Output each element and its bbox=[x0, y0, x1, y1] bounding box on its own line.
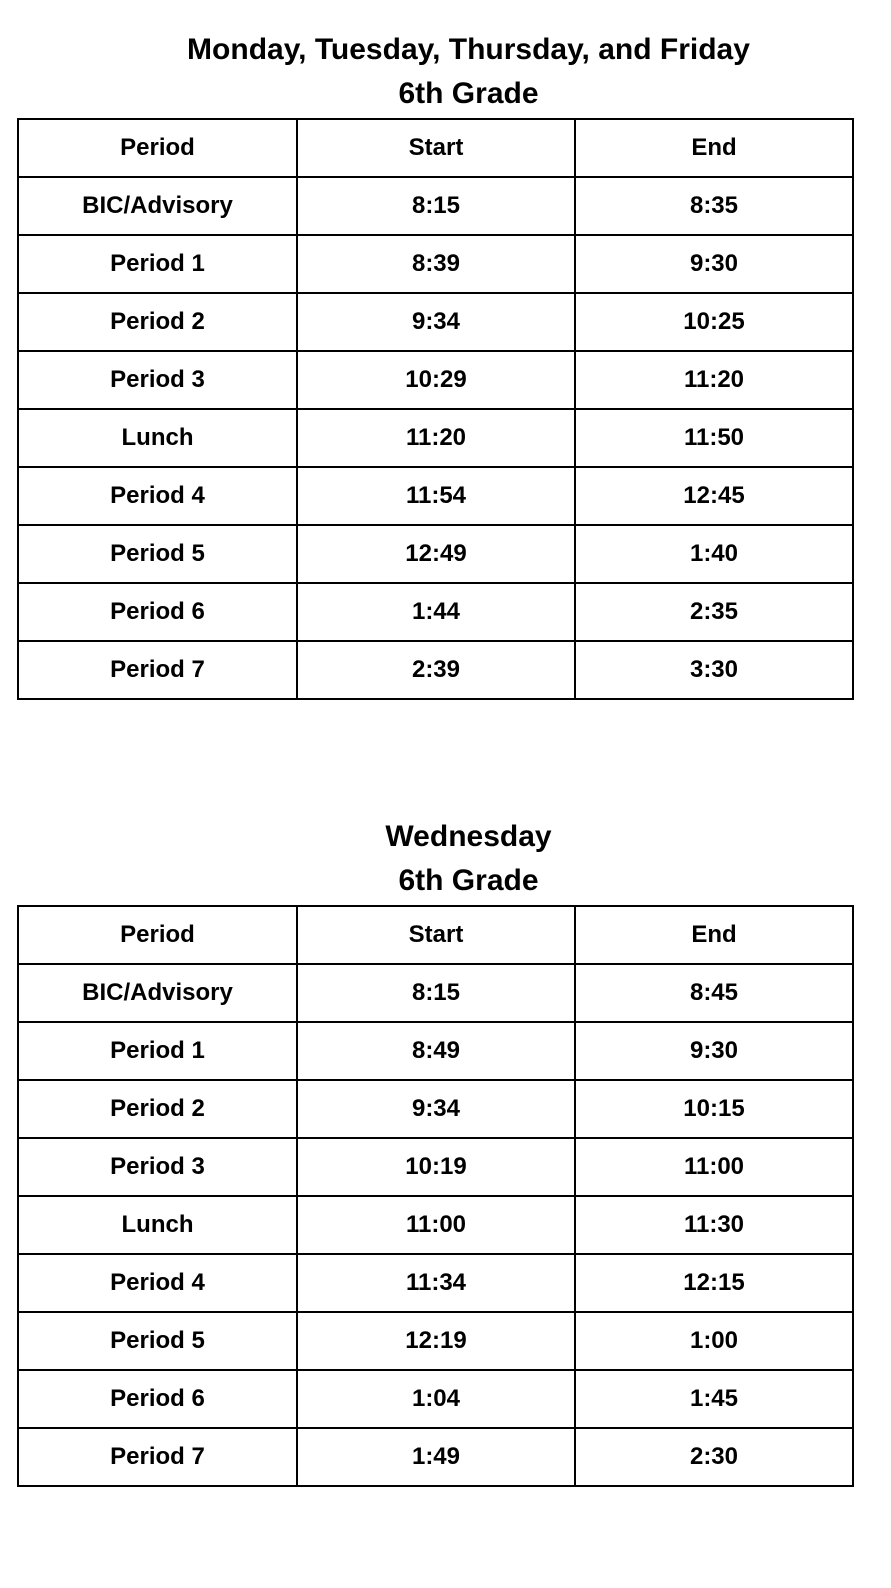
end-cell: 9:30 bbox=[575, 1022, 853, 1080]
period-cell: BIC/Advisory bbox=[18, 177, 297, 235]
start-cell: 10:29 bbox=[297, 351, 575, 409]
period-cell: Period 7 bbox=[18, 641, 297, 699]
schedule-table bbox=[17, 118, 854, 700]
period-cell: Lunch bbox=[18, 1196, 297, 1254]
table-row bbox=[18, 1080, 853, 1138]
table-row bbox=[18, 583, 853, 641]
table-row bbox=[18, 964, 853, 1022]
start-cell: 12:49 bbox=[297, 525, 575, 583]
end-cell: 1:45 bbox=[575, 1370, 853, 1428]
period-cell: Period 1 bbox=[18, 235, 297, 293]
table-row bbox=[18, 525, 853, 583]
schedule-title: Monday, Tuesday, Thursday, and Friday bbox=[187, 33, 750, 66]
end-cell: 10:15 bbox=[575, 1080, 853, 1138]
period-cell: Period 6 bbox=[18, 583, 297, 641]
start-cell: 2:39 bbox=[297, 641, 575, 699]
end-cell: 12:45 bbox=[575, 467, 853, 525]
table-row bbox=[18, 1196, 853, 1254]
period-cell: Period 3 bbox=[18, 351, 297, 409]
period-cell: Period 3 bbox=[18, 1138, 297, 1196]
table-row bbox=[18, 467, 853, 525]
schedule-subtitle: 6th Grade bbox=[398, 864, 539, 897]
table-header-row bbox=[18, 119, 853, 177]
start-cell: 1:44 bbox=[297, 583, 575, 641]
start-cell: 8:49 bbox=[297, 1022, 575, 1080]
period-cell: Period 2 bbox=[18, 1080, 297, 1138]
table-row bbox=[18, 293, 853, 351]
table-row bbox=[18, 1428, 853, 1486]
period-cell: Period 1 bbox=[18, 1022, 297, 1080]
end-cell: 1:40 bbox=[575, 525, 853, 583]
start-cell: 11:00 bbox=[297, 1196, 575, 1254]
header-start: Start bbox=[297, 119, 575, 177]
period-cell: Period 2 bbox=[18, 293, 297, 351]
header-period: Period bbox=[18, 119, 297, 177]
end-cell: 2:30 bbox=[575, 1428, 853, 1486]
end-cell: 8:35 bbox=[575, 177, 853, 235]
end-cell: 9:30 bbox=[575, 235, 853, 293]
table-header-row bbox=[18, 906, 853, 964]
period-cell: Period 4 bbox=[18, 467, 297, 525]
header-start: Start bbox=[297, 906, 575, 964]
table-row bbox=[18, 641, 853, 699]
header-end: End bbox=[575, 906, 853, 964]
end-cell: 11:20 bbox=[575, 351, 853, 409]
start-cell: 12:19 bbox=[297, 1312, 575, 1370]
end-cell: 11:30 bbox=[575, 1196, 853, 1254]
start-cell: 1:49 bbox=[297, 1428, 575, 1486]
schedule-table bbox=[17, 905, 854, 1487]
period-cell: Lunch bbox=[18, 409, 297, 467]
table-row bbox=[18, 235, 853, 293]
end-cell: 11:50 bbox=[575, 409, 853, 467]
schedule-subtitle: 6th Grade bbox=[398, 77, 539, 110]
table-row bbox=[18, 1312, 853, 1370]
header-period: Period bbox=[18, 906, 297, 964]
start-cell: 10:19 bbox=[297, 1138, 575, 1196]
start-cell: 11:34 bbox=[297, 1254, 575, 1312]
start-cell: 9:34 bbox=[297, 293, 575, 351]
end-cell: 12:15 bbox=[575, 1254, 853, 1312]
header-end: End bbox=[575, 119, 853, 177]
period-cell: Period 6 bbox=[18, 1370, 297, 1428]
table-row bbox=[18, 1138, 853, 1196]
period-cell: Period 7 bbox=[18, 1428, 297, 1486]
schedule-wednesday bbox=[17, 815, 852, 1487]
end-cell: 11:00 bbox=[575, 1138, 853, 1196]
end-cell: 2:35 bbox=[575, 583, 853, 641]
period-cell: Period 5 bbox=[18, 525, 297, 583]
period-cell: BIC/Advisory bbox=[18, 964, 297, 1022]
table-row bbox=[18, 177, 853, 235]
table-row bbox=[18, 351, 853, 409]
end-cell: 1:00 bbox=[575, 1312, 853, 1370]
table-row bbox=[18, 1370, 853, 1428]
start-cell: 1:04 bbox=[297, 1370, 575, 1428]
table-row bbox=[18, 1022, 853, 1080]
start-cell: 8:15 bbox=[297, 964, 575, 1022]
table-row bbox=[18, 409, 853, 467]
end-cell: 3:30 bbox=[575, 641, 853, 699]
end-cell: 8:45 bbox=[575, 964, 853, 1022]
start-cell: 8:15 bbox=[297, 177, 575, 235]
end-cell: 10:25 bbox=[575, 293, 853, 351]
table-row bbox=[18, 1254, 853, 1312]
start-cell: 8:39 bbox=[297, 235, 575, 293]
start-cell: 9:34 bbox=[297, 1080, 575, 1138]
period-cell: Period 4 bbox=[18, 1254, 297, 1312]
period-cell: Period 5 bbox=[18, 1312, 297, 1370]
schedule-mttf bbox=[17, 28, 852, 700]
schedule-title: Wednesday bbox=[385, 820, 552, 853]
start-cell: 11:54 bbox=[297, 467, 575, 525]
start-cell: 11:20 bbox=[297, 409, 575, 467]
